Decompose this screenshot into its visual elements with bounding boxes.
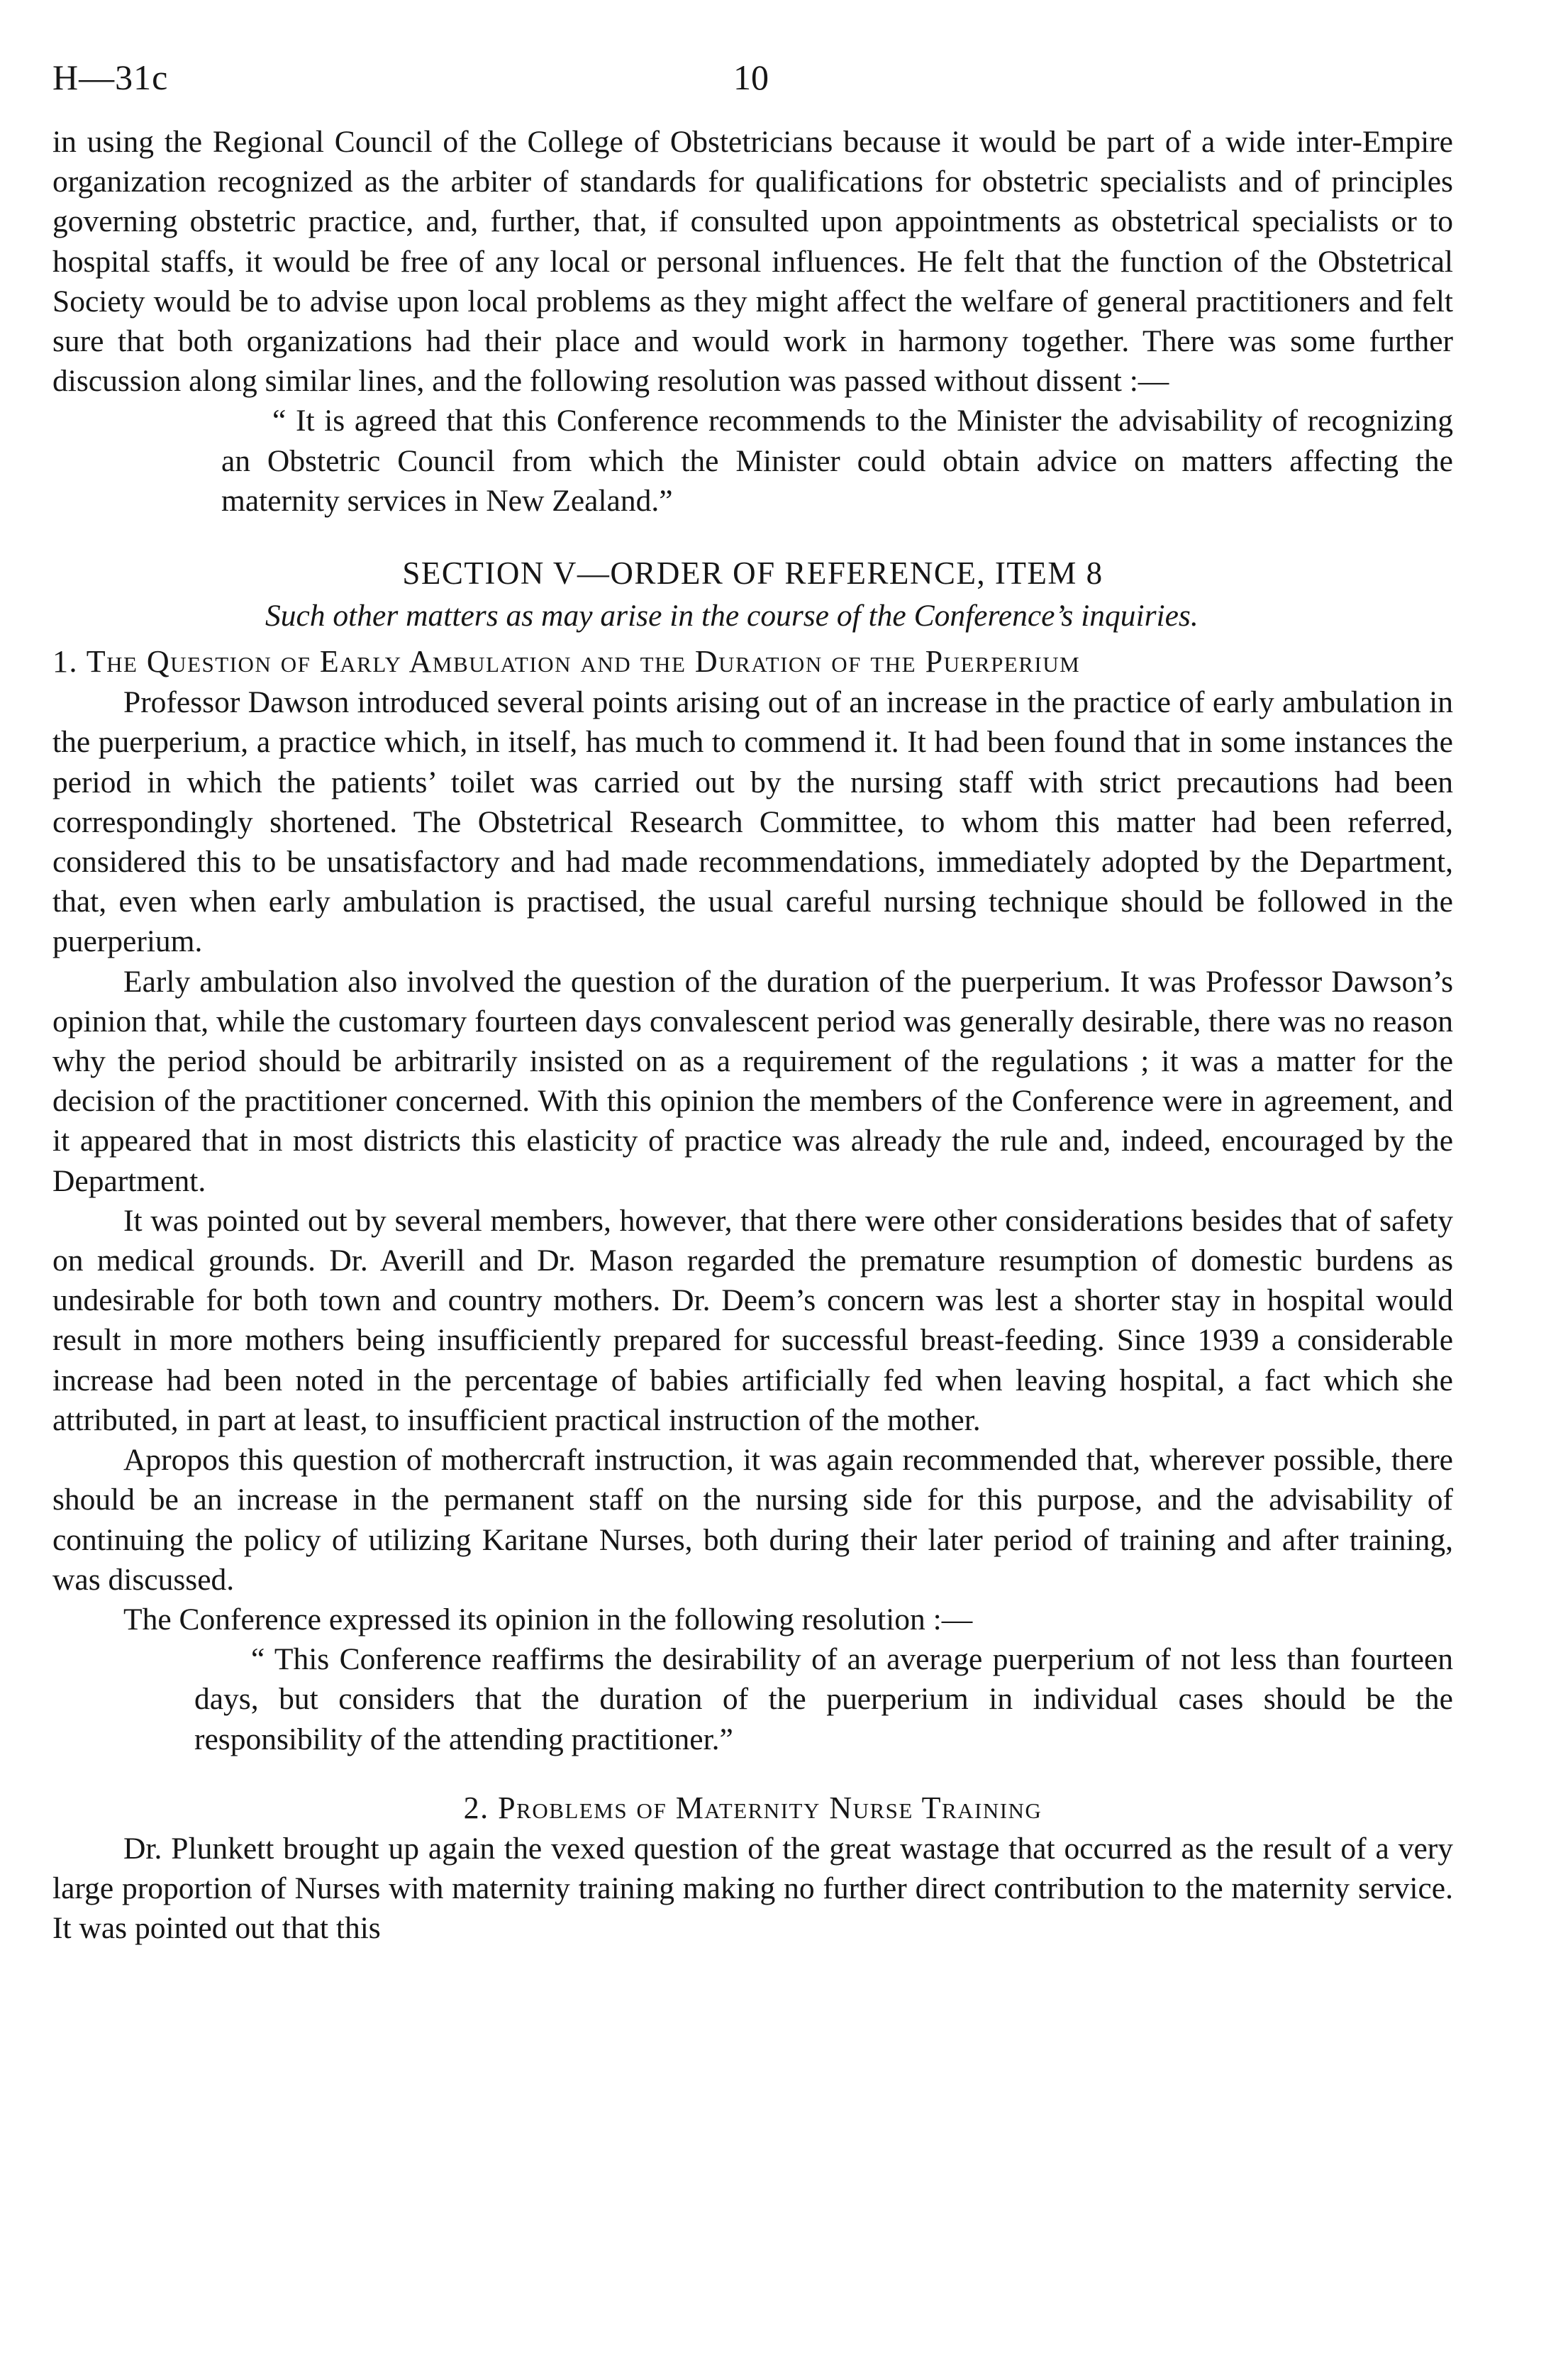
part1-paragraph: Professor Dawson introduced several points arising out of an increase in the practice of early ambulation in the puerperium, a practice which, in itself, has much to commend it. It had been found that in some instances the period in which the patients’ toilet was carried out by the nursing staff with strict precautions had been correspondingly shortened. The Obstetrical Research Committee, to whom this matter had been referred, considered this to be unsatisfactory and had made recommendations, immediately adopted by the Department, that, even when early ambulation is practised, the usual careful nursing technique should be followed in the puerperium. [52,685,1453,959]
part2-paragraph: Dr. Plunkett brought up again the vexed question of the great wastage that occurred as the result of a very large proportion of Nurses with maternity training making no further direct contribution to the maternity service. It was pointed out that this [52,1831,1453,1946]
document-code: H—31c [52,57,169,97]
section-subheading: Such other matters as may arise in the course of the Conference’s inquiries. [265,599,1199,633]
page-header [52,57,1453,122]
part1-paragraph: Early ambulation also involved the question of the duration of the puerperium. It was Professor Dawson’s opinion that, while the customary fourteen days convalescent period was generally desirable, there was no reason why the period should be arbitrarily insisted on as a requirement of the regulations ; it was a matter for the decision of the practitioner concerned. With this opinion the members of the Conference were in agreement, and it appeared that in most districts this elasticity of practice was already the rule and, indeed, encouraged by the Department. [52,964,1453,1198]
resolution-obstetric-council: “ It is agreed that this Conference recommends to the Minister the advisability of recognizing an Obstetric Council from which the Minister could obtain advice on matters affecting the maternity services in New Zealand.” [221,404,1453,518]
part2-heading: 2. Problems of Maternity Nurse Training [463,1790,1042,1825]
resolution-puerperium: “ This Conference reaffirms the desirability of an average puerperium of not less than fourteen days, but considers that the duration of the puerperium in individual cases should be the responsibility of the attending practitioner.” [194,1642,1453,1756]
part1-paragraph: It was pointed out by several members, however, that there were other considerations besides that of safety on medical grounds. Dr. Averill and Dr. Mason regarded the premature resumption of domestic burdens as undesirable for both town and country mothers. Dr. Deem’s concern was lest a shorter stay in hospital would result in more mothers being insufficiently prepared for successful breast-feeding. Since 1939 a considerable increase had been noted in the percentage of babies artificially fed when leaving hospital, a fact which she attributed, in part at least, to insufficient practical instruction of the mother. [52,1203,1453,1437]
document-page [52,57,1453,1948]
page-number: 10 [733,57,769,97]
part1-paragraph: Apropos this question of mothercraft instruction, it was again recommended that, wherever possible, there should be an increase in the permanent staff on the nursing side for this purpose, and the advisability of continuing the policy of utilizing Karitane Nurses, both during their later period of training and after training, was discussed. [52,1443,1453,1597]
part1-paragraph: The Conference expressed its opinion in the following resolution :— [123,1602,973,1637]
opening-paragraph: in using the Regional Council of the College of Obstetricians because it would be part of a wide inter-Empire organization recognized as the arbiter of standards for qualifications for obstetric specialists and of principles governing obstetric practice, and, further, that, if consulted upon appointments as obstetrical specialists or to hospital staffs, it would be free of any local or personal influences. He felt that the function of the Obstetrical Society would be to advise upon local problems as they might affect the welfare of general practitioners and felt sure that both organizations had their place and would work in harmony together. There was some further discussion along similar lines, and the following resolution was passed without dissent :— [52,125,1453,399]
part1-heading: 1. The Question of Early Ambulation and the Duration of the Puerperium [52,644,1081,680]
section-heading: SECTION V—ORDER OF REFERENCE, ITEM 8 [402,555,1103,592]
